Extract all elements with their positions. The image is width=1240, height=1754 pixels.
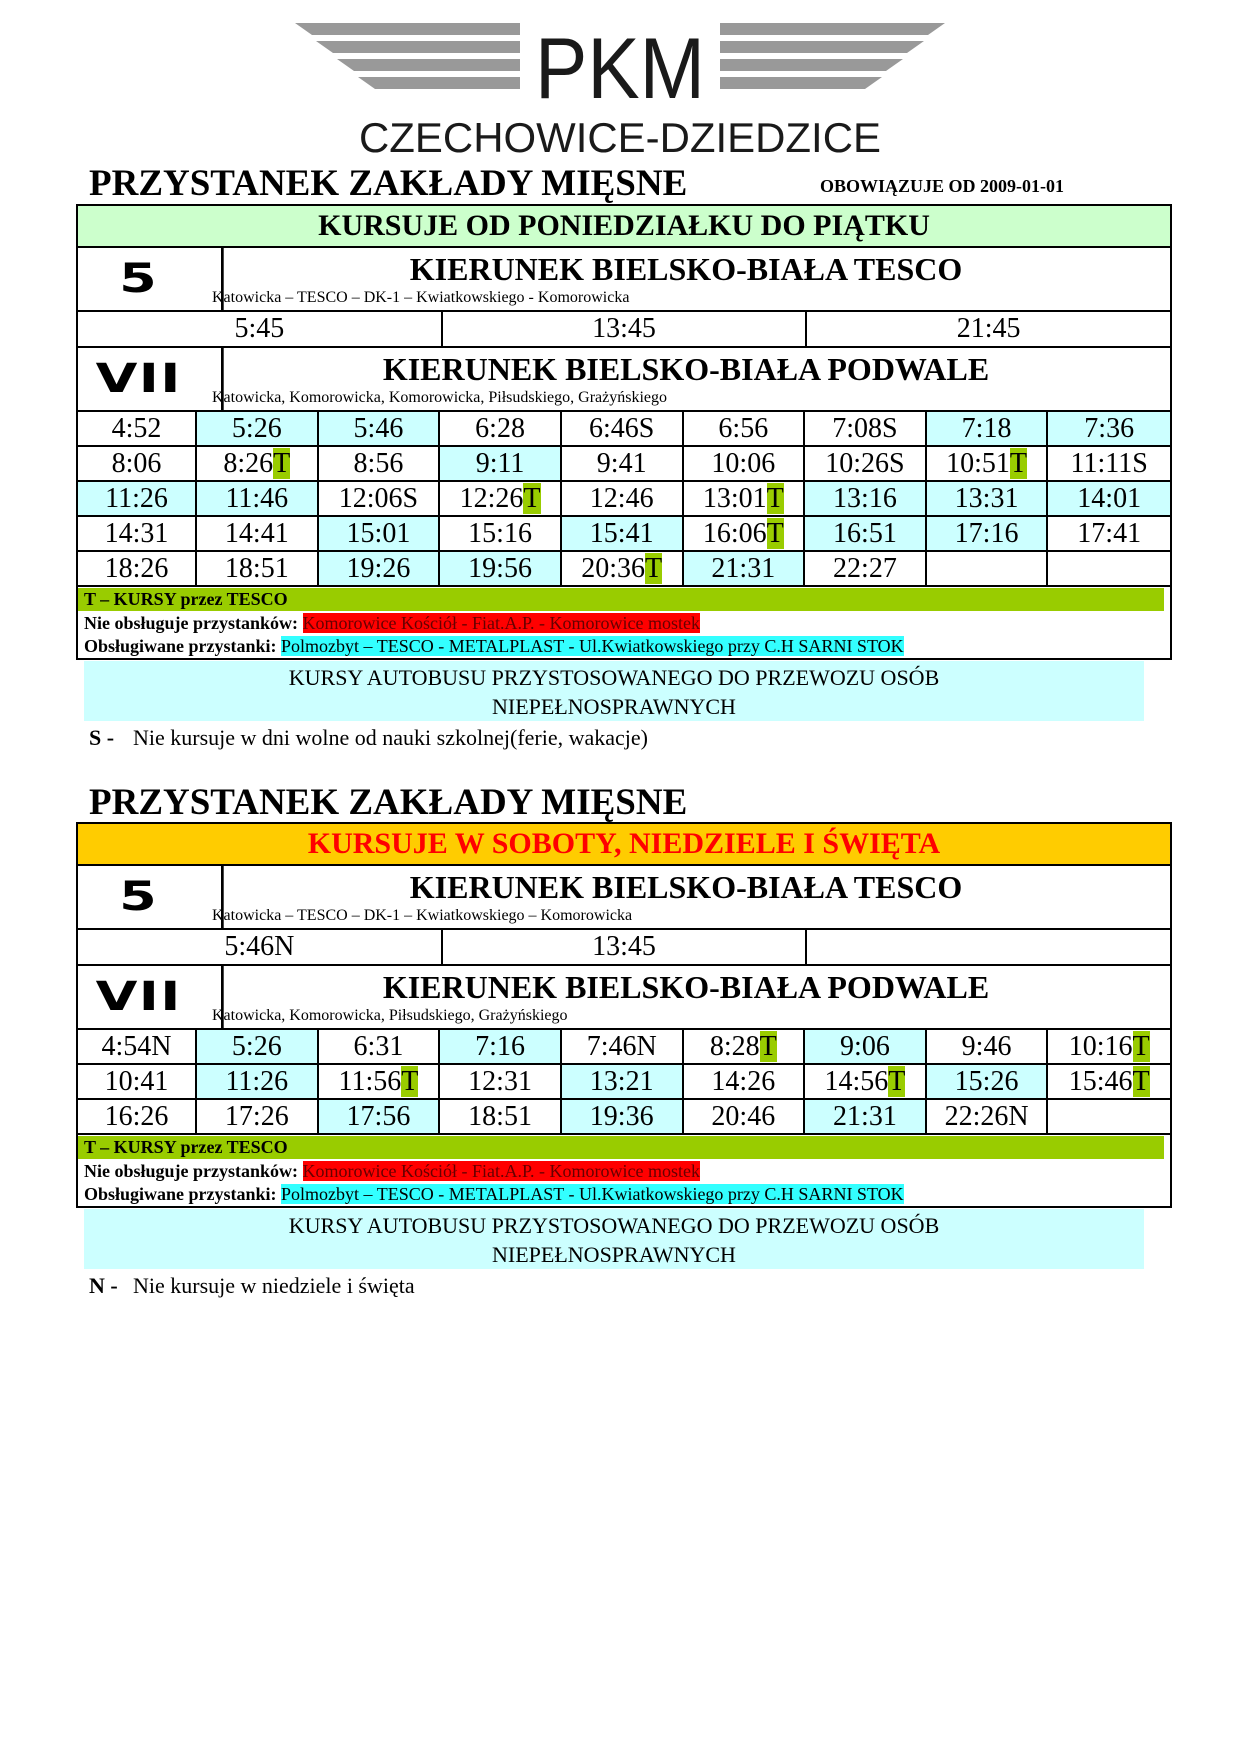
departure-time: [440, 517, 562, 552]
departure-time-text: 6:28: [475, 413, 525, 444]
departure-time-text: 20:46: [711, 1101, 776, 1132]
departure-time: [197, 517, 319, 552]
route-vii-header: [78, 966, 1170, 1030]
departure-time-text: 8:28: [709, 1031, 760, 1062]
departure-time: [805, 1065, 927, 1100]
tesco-marker: T: [759, 1031, 777, 1062]
departure-time-text: 13:01: [702, 483, 767, 514]
departure-time-text: 10:26S: [825, 448, 905, 479]
departure-time: [927, 482, 1049, 517]
departure-time-text: 6:46S: [589, 413, 655, 444]
departure-time-text: 9:41: [596, 448, 647, 479]
departure-time-text: 21:31: [833, 1101, 897, 1132]
route-5-header: [78, 248, 1170, 312]
tesco-marker: T: [401, 1066, 419, 1097]
served-label: Obsługiwane przystanki:: [84, 636, 277, 656]
departure-time-text: 9:46: [961, 1031, 1012, 1062]
accessible-line: NIEPEŁNOSPRAWNYCH: [492, 1242, 736, 1267]
route-via: Katowicka – TESCO – DK-1 – Kwiatkowskiego - Komorowicka: [212, 289, 630, 306]
departure-time-text: 20:36: [581, 553, 646, 584]
departure-time: [684, 1030, 806, 1065]
footnote-s: [89, 726, 648, 750]
departure-time: [78, 1065, 197, 1100]
departure-time-text: 15:16: [468, 518, 532, 549]
departure-time-text: 10:41: [104, 1066, 169, 1097]
departure-time: [805, 1100, 927, 1135]
departure-time: [319, 1030, 441, 1065]
served-stops: Polmozbyt – TESCO - METALPLAST - Ul.Kwiatkowskiego przy C.H SARNI STOK: [281, 636, 904, 656]
tesco-marker: T: [273, 448, 291, 479]
footnote-text: Nie kursuje w dni wolne od nauki szkolnej(ferie, wakacje): [133, 725, 648, 750]
departure-time-text: 5:46: [353, 413, 404, 444]
departure-time-text: 19:56: [468, 553, 532, 584]
departure-time: [805, 447, 927, 482]
departure-time-text: 9:11: [475, 448, 525, 479]
legend-not-served: [78, 612, 1170, 635]
departure-time: [440, 412, 562, 447]
route-number: VII: [56, 348, 223, 410]
footnote-key: N -: [89, 1273, 118, 1298]
departure-time: [1048, 1065, 1170, 1100]
departure-time: [927, 1100, 1049, 1135]
timetable-weekend: [76, 822, 1172, 1208]
departure-time: [319, 447, 441, 482]
departure-time: [684, 517, 806, 552]
tesco-marker: T: [1132, 1031, 1150, 1062]
departure-time-text: 19:36: [589, 1101, 654, 1132]
departure-time: [684, 552, 806, 587]
departure-time-text: 16:06: [702, 518, 767, 549]
departure-time-text: 7:08S: [832, 413, 898, 444]
departure-time-text: 15:26: [954, 1066, 1019, 1097]
departure-time-text: 18:51: [224, 553, 289, 584]
departure-time: [319, 482, 441, 517]
legend: [78, 588, 1170, 658]
departure-time-text: 22:26N: [944, 1101, 1029, 1132]
departure-time: [78, 552, 197, 587]
route-vii-header: [78, 348, 1170, 412]
tesco-marker: T: [523, 483, 541, 514]
departure-time: [78, 447, 197, 482]
accessible-line: KURSY AUTOBUSU PRZYSTOSOWANEGO DO PRZEWOZU OSÓB: [288, 1213, 940, 1238]
departure-time: [78, 412, 197, 447]
route-5-times: [78, 312, 1170, 348]
departure-time: 13:45: [443, 930, 808, 964]
departure-time-text: 21:31: [711, 553, 776, 584]
departure-time-text: 11:46: [225, 483, 289, 514]
departure-time: [684, 412, 806, 447]
departure-time: [1048, 412, 1170, 447]
empty-cell: [1048, 552, 1170, 587]
departure-time-text: 15:41: [589, 518, 654, 549]
departure-time-text: 9:06: [840, 1031, 890, 1062]
empty-cell: [927, 552, 1049, 587]
logo-city: CZECHOWICE-DZIEDZICE: [359, 114, 881, 158]
route-direction: KIERUNEK BIELSKO-BIAŁA PODWALE: [382, 969, 990, 1005]
departure-time: [440, 552, 562, 587]
legend-served: [78, 635, 1170, 658]
departure-time: [78, 1100, 197, 1135]
route-number: 5: [56, 248, 223, 310]
footnote-n: [89, 1274, 415, 1298]
departure-time-text: 5:26: [231, 413, 282, 444]
departure-time: 5:46N: [78, 930, 443, 964]
departure-time: [562, 447, 684, 482]
route-direction: KIERUNEK BIELSKO-BIAŁA TESCO: [409, 869, 963, 905]
departure-time-text: 17:26: [224, 1101, 289, 1132]
departure-time-text: 7:36: [1084, 413, 1135, 444]
departure-time: [197, 1030, 319, 1065]
departure-time-text: 11:56: [338, 1066, 402, 1097]
departure-time-text: 15:01: [346, 518, 411, 549]
departure-time: [440, 1100, 562, 1135]
departure-time: [807, 930, 1170, 964]
departure-time: [319, 1065, 441, 1100]
route-number: 5: [56, 866, 223, 928]
route-vii-times: [78, 412, 1170, 587]
route-5-header: [78, 866, 1170, 930]
departure-time: 21:45: [956, 313, 1021, 344]
departure-time: 5:45: [78, 312, 443, 346]
departure-time: [440, 1065, 562, 1100]
departure-time: [440, 1030, 562, 1065]
departure-time: [562, 412, 684, 447]
footnote-key: S -: [89, 725, 115, 750]
departure-time: [319, 517, 441, 552]
departure-time: [440, 482, 562, 517]
departure-time-text: 14:26: [711, 1066, 776, 1097]
departure-time-text: 18:26: [104, 553, 169, 584]
departure-time: [197, 552, 319, 587]
timetable-weekday: [76, 204, 1172, 660]
departure-time: [927, 1030, 1049, 1065]
departure-time-text: 4:52: [111, 413, 162, 444]
departure-time-text: 11:11S: [1070, 448, 1148, 479]
departure-time: [440, 447, 562, 482]
departure-time: [927, 447, 1049, 482]
legend-not-served: [78, 1160, 1170, 1183]
departure-time: [684, 447, 806, 482]
departure-time-text: 10:06: [711, 448, 776, 479]
departure-time: [197, 1065, 319, 1100]
pkm-logo: [295, 18, 945, 158]
departure-time: [927, 412, 1049, 447]
accessible-line: NIEPEŁNOSPRAWNYCH: [492, 694, 736, 719]
departure-time-text: 12:26: [459, 483, 524, 514]
route-via: Katowicka, Komorowicka, Komorowicka, Piłsudskiego, Grażyńskiego: [212, 389, 668, 406]
departure-time-text: 14:56: [824, 1066, 889, 1097]
departure-time: [562, 1065, 684, 1100]
departure-time-text: 4:54N: [101, 1031, 172, 1062]
departure-time-text: 8:26: [223, 448, 274, 479]
not-served-label: Nie obsługuje przystanków:: [84, 613, 299, 633]
departure-time-text: 12:31: [468, 1066, 532, 1097]
departure-time: [805, 552, 927, 587]
departure-time-text: 7:16: [475, 1031, 525, 1062]
tesco-marker: T: [766, 483, 784, 514]
accessible-bus-note: [84, 661, 1144, 721]
departure-time: [319, 412, 441, 447]
legend-served: [78, 1183, 1170, 1206]
departure-time: [197, 412, 319, 447]
valid-from: OBOWIĄZUJE OD 2009-01-01: [820, 176, 1065, 196]
route-via: Katowicka – TESCO – DK-1 – Kwiatkowskiego – Komorowicka: [212, 907, 633, 924]
footnote-text: Nie kursuje w niedziele i święta: [133, 1273, 415, 1298]
departure-time-text: 6:56: [718, 413, 769, 444]
departure-time: [562, 1100, 684, 1135]
departure-time-text: 10:16: [1068, 1031, 1133, 1062]
not-served-stops: Komorowice Kościół - Fiat.A.P. - Komorowice mostek: [302, 1161, 700, 1181]
stop-title-weekday: PRZYSTANEK ZAKŁADY MIĘSNE: [89, 163, 688, 204]
legend-tesco-note: T – KURSY przez TESCO: [78, 588, 1164, 611]
departure-time: [805, 517, 927, 552]
served-stops: Polmozbyt – TESCO - METALPLAST - Ul.Kwiatkowskiego przy C.H SARNI STOK: [281, 1184, 904, 1204]
departure-time-text: 14:41: [224, 518, 289, 549]
departure-time-text: 13:31: [954, 483, 1019, 514]
served-label: Obsługiwane przystanki:: [84, 1184, 277, 1204]
accessible-line: KURSY AUTOBUSU PRZYSTOSOWANEGO DO PRZEWOZU OSÓB: [288, 665, 940, 690]
legend: [78, 1136, 1170, 1206]
route-5-times: [78, 930, 1170, 966]
departure-time-text: 6:31: [353, 1031, 404, 1062]
not-served-stops: Komorowice Kościół - Fiat.A.P. - Komorowice mostek: [302, 613, 700, 633]
departure-time-text: 8:56: [353, 448, 404, 479]
departure-time: [562, 482, 684, 517]
departure-time: [1048, 482, 1170, 517]
departure-time: [805, 412, 927, 447]
departure-time: [319, 1100, 441, 1135]
tesco-marker: T: [1132, 1066, 1150, 1097]
departure-time-text: 15:46: [1068, 1066, 1133, 1097]
departure-time: [78, 517, 197, 552]
departure-time-text: 19:26: [346, 553, 411, 584]
departure-time-text: 16:51: [833, 518, 897, 549]
departure-time: [684, 482, 806, 517]
stop-title-weekend: PRZYSTANEK ZAKŁADY MIĘSNE: [89, 782, 688, 823]
empty-cell: [1048, 1100, 1170, 1135]
departure-time: [927, 1065, 1049, 1100]
departure-time-text: 13:21: [589, 1066, 654, 1097]
day-band-weekday: KURSUJE OD PONIEDZIAŁKU DO PIĄTKU: [78, 206, 1170, 248]
accessible-bus-note: [84, 1209, 1144, 1269]
departure-time-text: 7:18: [961, 413, 1012, 444]
route-direction: KIERUNEK BIELSKO-BIAŁA TESCO: [409, 251, 963, 287]
route-via: Katowicka, Komorowicka, Piłsudskiego, Grażyńskiego: [212, 1007, 568, 1024]
departure-time-text: 12:46: [589, 483, 654, 514]
departure-time: [319, 552, 441, 587]
departure-time: [927, 517, 1049, 552]
departure-time-text: 17:16: [954, 518, 1019, 549]
departure-time-text: 10:51: [946, 448, 1010, 479]
departure-time: [562, 1030, 684, 1065]
departure-time-text: 17:56: [346, 1101, 411, 1132]
departure-time: [1048, 517, 1170, 552]
departure-time: [805, 1030, 927, 1065]
departure-time: [197, 447, 319, 482]
tesco-marker: T: [766, 518, 784, 549]
departure-time-text: 5:26: [231, 1031, 282, 1062]
departure-time: [197, 482, 319, 517]
departure-time-text: 11:26: [105, 483, 168, 514]
departure-time: [805, 482, 927, 517]
departure-time: [562, 552, 684, 587]
departure-time: [684, 1100, 806, 1135]
route-number: VII: [56, 966, 223, 1028]
departure-time-text: 8:06: [111, 448, 162, 479]
departure-time: [78, 1030, 197, 1065]
departure-time-text: 17:41: [1077, 518, 1142, 549]
departure-time: [1048, 1030, 1170, 1065]
departure-time-text: 12:06S: [338, 483, 419, 514]
departure-time: [684, 1065, 806, 1100]
departure-time: [1048, 447, 1170, 482]
departure-time-text: 7:46N: [586, 1031, 657, 1062]
tesco-marker: T: [888, 1066, 906, 1097]
not-served-label: Nie obsługuje przystanków:: [84, 1161, 299, 1181]
departure-time: 13:45: [443, 312, 808, 346]
departure-time-text: 22:27: [833, 553, 897, 584]
legend-tesco-note: T – KURSY przez TESCO: [78, 1136, 1164, 1159]
departure-time-text: 13:16: [833, 483, 897, 514]
route-vii-times: [78, 1030, 1170, 1135]
departure-time-text: 18:51: [468, 1101, 532, 1132]
tesco-marker: T: [1009, 448, 1027, 479]
route-direction: KIERUNEK BIELSKO-BIAŁA PODWALE: [382, 351, 990, 387]
day-band-weekend: KURSUJE W SOBOTY, NIEDZIELE I ŚWIĘTA: [78, 824, 1170, 866]
tesco-marker: T: [645, 553, 663, 584]
departure-time: [562, 517, 684, 552]
departure-time: [197, 1100, 319, 1135]
departure-time-text: 14:31: [104, 518, 169, 549]
departure-time-text: 16:26: [104, 1101, 169, 1132]
departure-time-text: 11:26: [225, 1066, 289, 1097]
departure-time-text: 14:01: [1077, 483, 1142, 514]
logo-name: PKM: [535, 21, 705, 117]
departure-time: [78, 482, 197, 517]
